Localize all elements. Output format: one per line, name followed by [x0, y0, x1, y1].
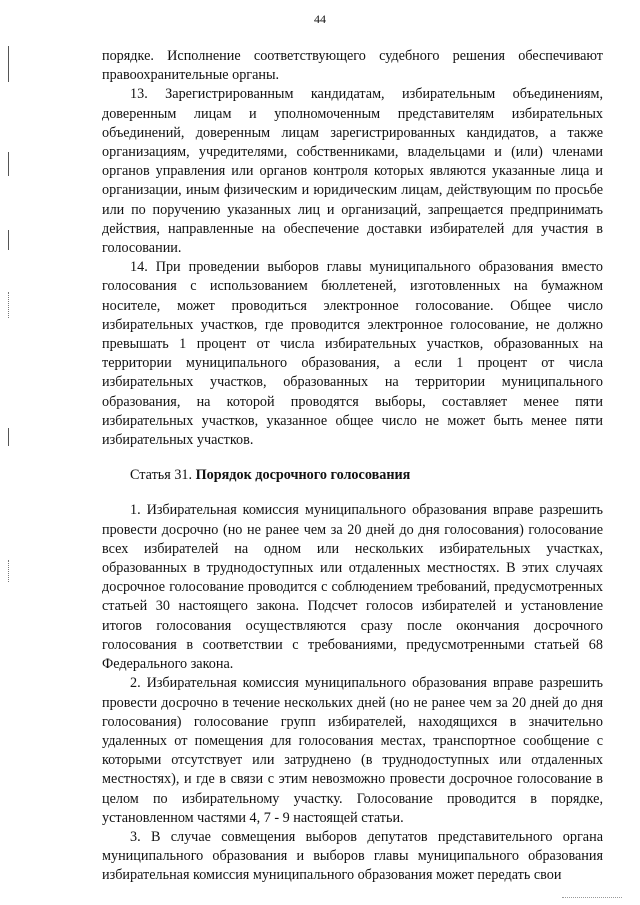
article-prefix: Статья 31. [130, 467, 193, 484]
margin-mark [8, 46, 9, 82]
margin-mark [8, 152, 9, 176]
page-number: 44 [314, 12, 326, 26]
margin-dots [8, 292, 10, 318]
margin-mark [8, 428, 9, 446]
scan-artifact [562, 897, 622, 899]
article-heading [102, 466, 603, 485]
article-title: Порядок досрочного голосования [195, 467, 411, 484]
article-paragraph-3: 3. В случае совмещения выборов депутатов представительного органа муниципального образования и выборов главы муниципального образования избирательная комиссия муниципального образования может передать свои [102, 828, 603, 884]
article-paragraph-2: 2. Избирательная комиссия муниципального образования вправе разрешить провести досрочно в течение нескольких дней (но не ранее чем за 20 дней до дня голосования) голосование групп избирателей, находящихся в значительно удаленных от помещения для голосования местах, транспортное сообщение с которыми отсутствует или затруднено (в труднодоступных или отдаленных местностях), и где в связи с этим невозможно провести досрочное голосование в целом по избирательному участку. Голосование проводится в порядке, установленном частями 4, 7 - 9 настоящей статьи. [102, 675, 603, 826]
margin-dots [8, 560, 10, 582]
article-paragraph-1: 1. Избирательная комиссия муниципального образования вправе разрешить провести досрочно (но не ранее чем за 20 дней до дня голосования) голосование всех избирателей на одном или нескольких избирательных участках, образованных в труднодоступных или отдаленных местностях. В этих случаях досрочное голосование проводится с соблюдением требований, предусмотренных статьей 30 настоящего закона. Подсчет голосов избирателей и установление итогов голосования осуществляются сразу после окончания досрочного голосования в соответствии с требованиями, предусмотренными статьей 68 Федерального закона. [102, 502, 603, 673]
paragraph-13: 13. Зарегистрированным кандидатам, избирательным объединениям, доверенным лицам и уполномоченным представителям избирательных объединений, доверенным лицам зарегистрированных кандидатов, а также организациям, учредителями, собственниками, владельцами и (или) членами органов управления или органов контроля которых являются указанные лица и организации, иным физическим и юридическим лицам, действующим по просьбе или по поручению указанных лиц и организаций, запрещается предпринимать действия, направленные на обеспечение доставки избирателей для участия в голосовании. [102, 86, 603, 257]
paragraph-14: 14. При проведении выборов главы муниципального образования вместо голосования с использованием бюллетеней, изготовленных на бумажном носителе, может проводиться электронное голосование. Общее число избирательных участков, где проводится электронное голосование, не должно превышать 1 процент от числа избирательных участков, образованных на территории муниципального образования, а если 1 процент от числа избирательных участков, образованных на территории муниципального образования, на которой проводятся выборы, составляет менее пяти избирательных участков, указанное общее число не может быть менее пяти избирательных участков. [102, 259, 603, 449]
document-body [102, 47, 603, 886]
paragraph-continuation: порядке. Исполнение соответствующего судебного решения обеспечивают правоохранительные органы. [102, 48, 603, 84]
margin-mark [8, 230, 9, 250]
